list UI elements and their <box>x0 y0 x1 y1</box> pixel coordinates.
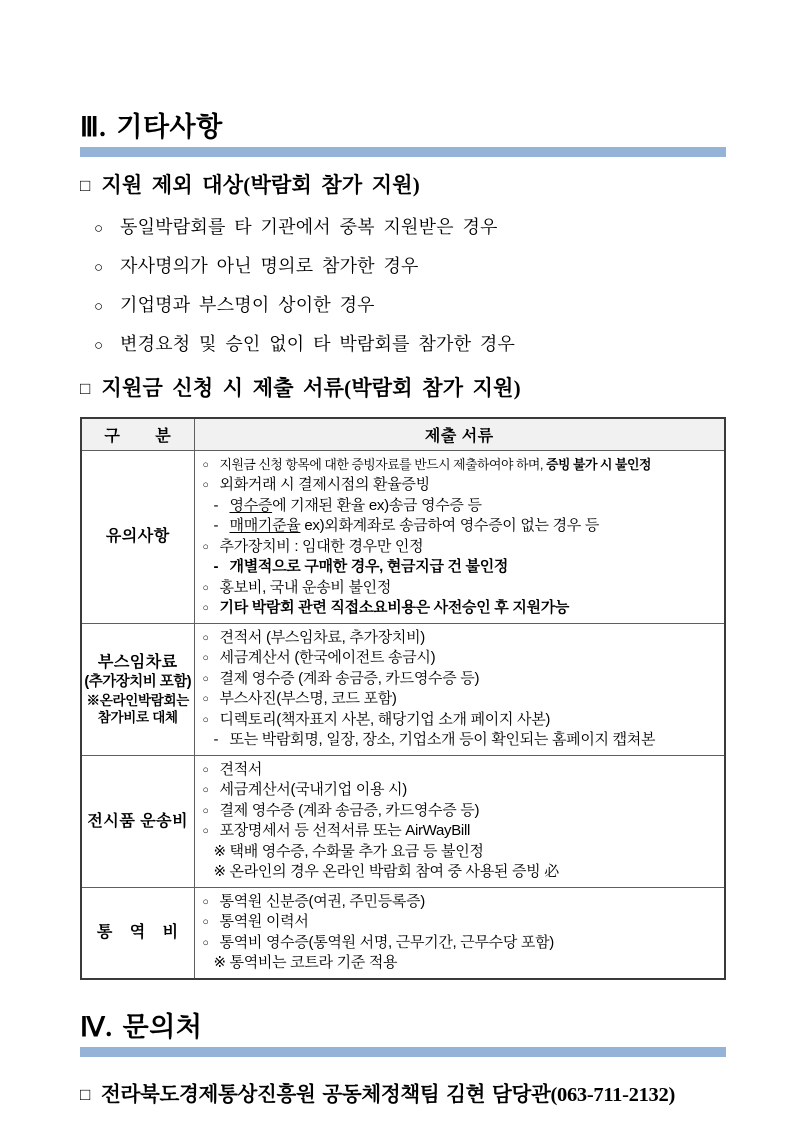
circle-bullet-icon: ○ <box>202 825 209 837</box>
text-segment: 외화거래 시 결제시점의 환율증빙 <box>219 476 430 493</box>
exclusion-section-title: 지원 제외 대상(박람회 참가 지원) <box>101 173 420 197</box>
dash-bullet-icon: - <box>213 496 219 514</box>
circle-bullet-icon: ○ <box>202 763 209 776</box>
row-content-lines <box>203 892 721 974</box>
text-segment: 에 기재된 환율 ex)송금 영수증 등 <box>272 496 482 514</box>
text-segment: 통역비는 코트라 기준 적용 <box>229 954 398 971</box>
text-segment: 통역원 이력서 <box>219 913 309 930</box>
circle-bullet-icon: ○ <box>202 693 209 705</box>
doc-line <box>203 912 721 933</box>
row-label-note: ※온라인박람회는 참가비로 대체 <box>86 693 189 725</box>
doc-line <box>203 842 721 863</box>
table-header-row <box>81 418 725 450</box>
text-segment: 매매기준율 <box>229 517 301 534</box>
doc-line <box>203 892 721 913</box>
doc-line <box>203 475 721 496</box>
text-segment: 영수증 <box>229 496 273 514</box>
heading-other-matters <box>80 110 726 144</box>
text-segment: 세금계산서 (한국에이전트 송금시) <box>219 649 436 666</box>
doc-line <box>203 953 721 974</box>
contact-line <box>80 1081 726 1110</box>
dash-bullet-icon: - <box>213 558 219 575</box>
square-bullet-icon: □ <box>80 1084 90 1104</box>
doc-line <box>94 209 726 248</box>
text-segment: 동일박람회를 타 기관에서 중복 지원받은 경우 <box>120 217 498 237</box>
doc-line <box>203 578 721 599</box>
submission-documents-table <box>80 417 726 980</box>
text-segment: ex)외화계좌로 송금하여 영수증이 없는 경우 등 <box>300 517 600 534</box>
heading-numeral-4: Ⅳ. <box>80 1011 113 1042</box>
doc-line <box>203 780 721 801</box>
heading-contact <box>80 1010 726 1044</box>
circle-bullet-icon: ○ <box>94 221 104 237</box>
doc-line <box>203 689 721 710</box>
doc-line <box>203 496 721 517</box>
circle-bullet-icon: ○ <box>94 338 104 354</box>
text-segment: 추가장치비 : 임대한 경우만 인정 <box>219 537 424 555</box>
circle-bullet-icon: ○ <box>202 631 209 644</box>
text-segment: 홍보비, 국내 운송비 불인정 <box>219 578 392 596</box>
text-segment: 통역비 영수증(통역원 서명, 근무기간, 근무수당 포함) <box>219 933 554 951</box>
contact-text: 전라북도경제통상진흥원 공동체정책팀 김현 담당관(063-711-2132) <box>100 1083 675 1106</box>
doc-line <box>94 287 726 326</box>
doc-line <box>203 557 721 578</box>
doc-line <box>203 862 721 883</box>
square-bullet-icon: □ <box>80 379 91 398</box>
reference-mark-icon: ※ <box>213 842 226 860</box>
text-segment: 증빙 불가 시 불인정 <box>546 456 651 472</box>
row-content-cell <box>194 887 725 979</box>
documents-section-title: 지원금 신청 시 제출 서류(박람회 참가 지원) <box>101 376 521 400</box>
doc-line <box>203 760 721 781</box>
square-bullet-icon: □ <box>80 176 91 195</box>
row-label: 부스임차료 <box>97 654 178 671</box>
circle-bullet-icon: ○ <box>202 540 209 553</box>
doc-line <box>203 730 721 751</box>
column-header-category: 구 분 <box>81 418 194 450</box>
documents-section-header <box>80 375 726 403</box>
heading-numeral-3: Ⅲ. <box>80 112 107 142</box>
heading-title-other-matters: 기타사항 <box>116 112 223 142</box>
text-segment: 지원금 신청 항목에 대한 증빙자료를 반드시 제출하여야 하며, <box>219 456 547 472</box>
text-segment: 세금계산서(국내기업 이용 시) <box>219 781 407 798</box>
text-segment: 기업명과 부스명이 상이한 경우 <box>120 295 375 315</box>
doc-line <box>203 821 721 842</box>
text-segment: 통역원 신분증(여권, 주민등록증) <box>219 892 425 910</box>
doc-line <box>203 933 721 954</box>
circle-bullet-icon: ○ <box>94 299 104 315</box>
circle-bullet-icon: ○ <box>202 479 209 491</box>
text-segment: 견적서 <box>219 760 263 778</box>
circle-bullet-icon: ○ <box>202 458 209 471</box>
row-label-cell <box>81 450 194 623</box>
doc-line <box>203 710 721 731</box>
text-segment: 기타 박람회 관련 직접소요비용은 사전승인 후 지원가능 <box>219 599 570 616</box>
text-segment: 디렉토리(책자표지 사본, 해당기업 소개 페이지 사본) <box>219 710 551 728</box>
circle-bullet-icon: ○ <box>202 784 209 796</box>
circle-bullet-icon: ○ <box>202 602 209 614</box>
doc-line <box>203 669 721 690</box>
text-segment: 견적서 (부스임차료, 추가장치비) <box>219 628 425 646</box>
table-row-interpretation <box>81 887 725 979</box>
row-content-lines <box>203 455 721 619</box>
row-label: 통 역 비 <box>96 924 179 941</box>
dash-bullet-icon: - <box>213 517 219 534</box>
table-row-notes <box>81 450 725 623</box>
doc-line <box>203 537 721 558</box>
row-label: 유의사항 <box>105 528 170 545</box>
row-label-cell <box>81 755 194 887</box>
doc-line <box>203 516 721 537</box>
circle-bullet-icon: ○ <box>202 581 209 594</box>
dash-bullet-icon: - <box>213 731 219 748</box>
exclusion-section-header <box>80 172 726 200</box>
row-label: 전시품 운송비 <box>87 812 189 830</box>
doc-line <box>203 455 721 476</box>
heading-title-contact: 문의처 <box>122 1011 203 1042</box>
text-segment: 결제 영수증 (계좌 송금증, 카드영수증 등) <box>219 801 480 819</box>
reference-mark-icon: ※ <box>213 863 226 880</box>
row-label-cell <box>81 887 194 979</box>
table-row-booth-rental <box>81 623 725 755</box>
circle-bullet-icon: ○ <box>202 936 209 949</box>
circle-bullet-icon: ○ <box>202 916 209 928</box>
doc-line <box>94 248 726 287</box>
column-header-documents: 제출 서류 <box>194 418 725 450</box>
circle-bullet-icon: ○ <box>94 260 104 276</box>
doc-line <box>203 801 721 822</box>
circle-bullet-icon: ○ <box>202 652 209 664</box>
text-segment: 결제 영수증 (계좌 송금증, 카드영수증 등) <box>219 669 480 687</box>
text-segment: 택배 영수증, 수화물 추가 요금 등 불인정 <box>229 842 484 860</box>
doc-line <box>203 598 721 619</box>
row-content-lines <box>203 760 721 883</box>
text-segment: 자사명의가 아닌 명의로 참가한 경우 <box>120 256 419 276</box>
doc-line <box>203 628 721 649</box>
text-segment: 포장명세서 등 선적서류 또는 AirWayBill <box>219 822 471 839</box>
text-segment: 변경요청 및 승인 없이 타 박람회를 참가한 경우 <box>120 334 516 354</box>
table-row-shipping <box>81 755 725 887</box>
heading-accent-bar <box>80 147 726 157</box>
exclusion-list <box>94 209 726 365</box>
circle-bullet-icon: ○ <box>202 895 209 908</box>
text-segment: 개별적으로 구매한 경우, 현금지급 건 불인정 <box>229 558 509 575</box>
row-content-cell <box>194 450 725 623</box>
circle-bullet-icon: ○ <box>202 713 209 726</box>
heading-accent-bar <box>80 1047 726 1057</box>
circle-bullet-icon: ○ <box>202 672 209 685</box>
doc-line <box>203 648 721 669</box>
row-label-cell <box>81 623 194 755</box>
text-segment: 온라인의 경우 온라인 박람회 참여 중 사용된 증빙 必 <box>229 863 559 880</box>
row-content-lines <box>203 628 721 751</box>
text-segment: 또는 박람회명, 일장, 장소, 기업소개 등이 확인되는 홈페이지 캡쳐본 <box>229 731 656 748</box>
doc-line <box>94 326 726 365</box>
reference-mark-icon: ※ <box>213 954 226 971</box>
row-content-cell <box>194 755 725 887</box>
row-content-cell <box>194 623 725 755</box>
text-segment: 부스사진(부스명, 코드 포함) <box>219 690 397 707</box>
row-label-sub: (추가장치비 포함) <box>84 674 192 690</box>
circle-bullet-icon: ○ <box>202 804 209 817</box>
